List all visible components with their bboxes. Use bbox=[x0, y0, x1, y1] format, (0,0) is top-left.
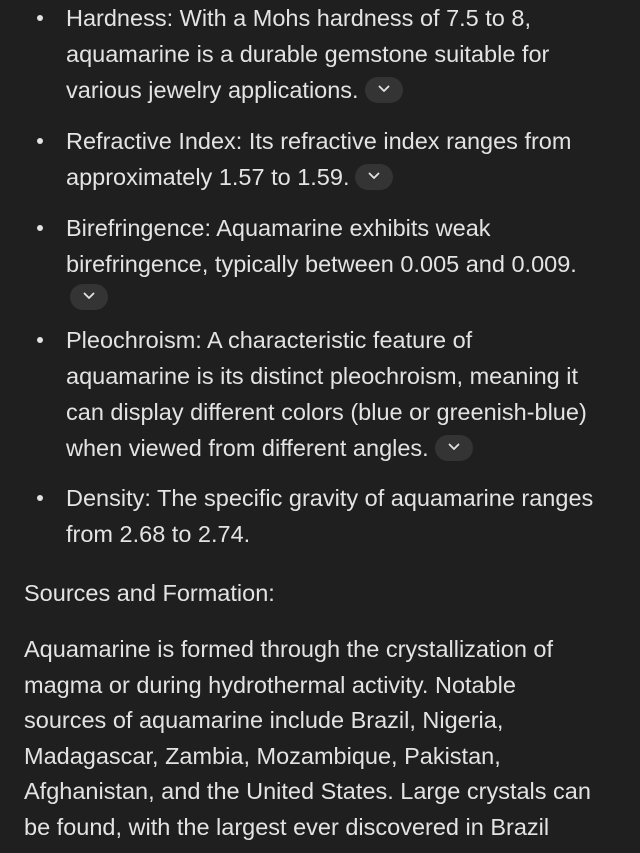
list-item-text: Refractive Index: Its refractive index ranges from approximately 1.57 to 1.59. bbox=[66, 128, 572, 190]
list-item-text: Density: The specific gravity of aquamarine ranges from 2.68 to 2.74. bbox=[66, 485, 594, 547]
bullet-dot bbox=[37, 138, 43, 144]
chevron-down-icon bbox=[83, 292, 95, 300]
chevron-down-icon bbox=[368, 172, 380, 180]
bullet-dot bbox=[37, 225, 43, 231]
bullet-dot bbox=[37, 15, 43, 21]
chevron-down-icon bbox=[378, 85, 390, 93]
expand-button[interactable] bbox=[355, 164, 393, 190]
list-item-text: Hardness: With a Mohs hardness of 7.5 to 8, aquamarine is a durable gemstone suitable for various jewelry applications. bbox=[66, 5, 550, 103]
expand-button[interactable] bbox=[365, 77, 403, 103]
expand-button[interactable] bbox=[435, 435, 473, 461]
bullet-dot bbox=[37, 337, 43, 343]
chevron-down-icon bbox=[448, 443, 460, 451]
list-item-text: Birefringence: Aquamarine exhibits weak birefringence, typically between 0.005 and 0.009. bbox=[66, 215, 577, 277]
section-heading: Sources and Formation: bbox=[24, 580, 275, 606]
bullet-dot bbox=[37, 495, 43, 501]
expand-button[interactable] bbox=[70, 284, 108, 310]
list-item-text: Pleochroism: A characteristic feature of aquamarine is its distinct pleochroism, meaning it can display different colors (blue or greenish-blue) when viewed from different angles. bbox=[66, 327, 587, 461]
body-paragraph: Aquamarine is formed through the crystallization of magma or during hydrothermal activity. Notable sources of aquamarine include Brazil, Nigeria, Madagascar, Zambia, Mozambique, Pakistan, Afghanistan, and the United States. Large crystals can be found, with the largest ever discovered in Brazil bbox=[24, 636, 591, 840]
